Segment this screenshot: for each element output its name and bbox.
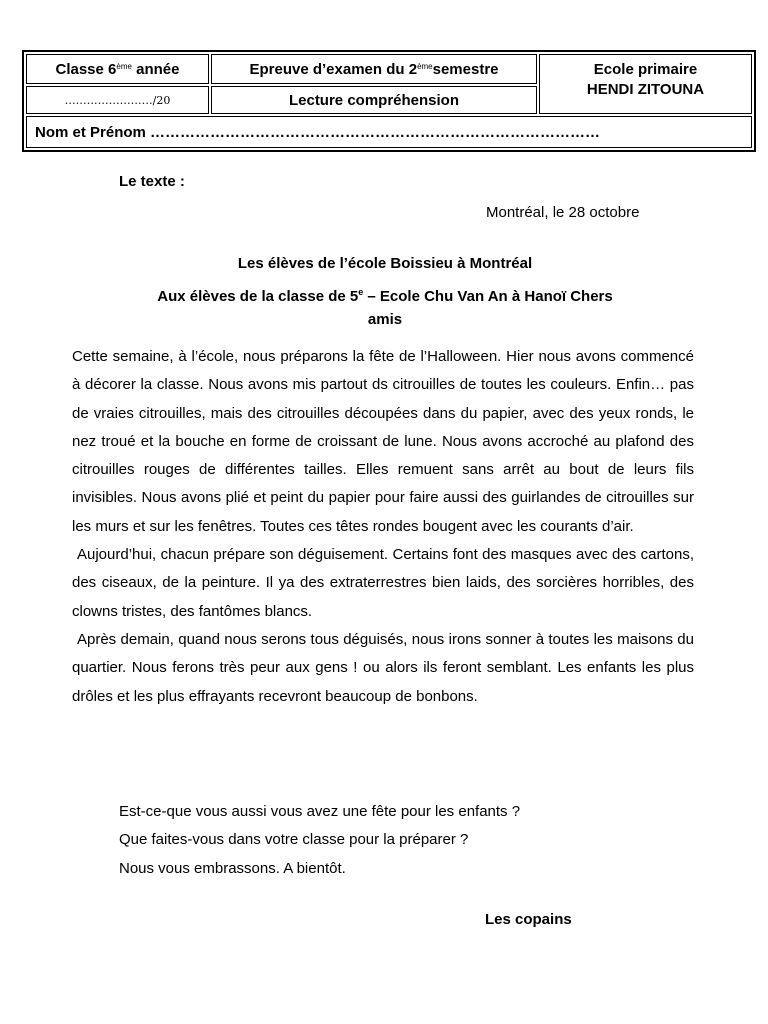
letter-body <box>72 343 694 711</box>
score-field: ……………………/20 <box>64 93 171 107</box>
title-line-2-prefix: Aux élèves de la classe de 5 <box>157 288 359 305</box>
title-line-1: Les élèves de l’école Boissieu à Montréal <box>237 255 533 272</box>
title-line-2-suffix: – Ecole Chu Van An à Hanoï Chers <box>363 288 613 305</box>
closing-line-1: Est-ce-que vous aussi vous avez une fête pour les enfants ? <box>119 803 521 820</box>
title-line-2-sup: e <box>358 287 364 297</box>
letter-title <box>72 254 698 338</box>
class-suffix: année <box>131 60 180 78</box>
paragraph-3: Après demain, quand nous serons tous déguisés, nous irons sonner à toutes les maisons du quartier. Nous ferons très peur aux gens ! ou alors ils feront semblant. Les enfants les plus drôles et les plus effrayants recevront beaucoup de bonbons. <box>72 630 694 705</box>
paragraph-1: Cette semaine, à l’école, nous préparons la fête de l’Halloween. Hier nous avons commencé à décorer la classe. Nous avons mis partout ds citrouilles de toutes les couleurs. Enfin… pas de vraies citrouilles, mais des citrouilles découpées dans du papier, avec des yeux ronds, le nez troué et la bouche en forme de croissant de lune. Nous avons accroché au plafond des citrouilles rouges de différentes tailles. Elles remuent sans arrêt au bout de leurs fils invisibles. Nous avons plié et peint du papier pour faire aussi des guirlandes de citrouilles sur les murs et sur les fenêtres. Toutes ces têtes rondes bougent avec les courants d’air. <box>72 348 694 535</box>
letter-date: Montréal, le 28 octobre <box>486 204 640 221</box>
subject-label: Lecture compréhension <box>288 91 460 109</box>
name-cell <box>26 116 752 148</box>
subject-cell <box>211 86 537 114</box>
school-line-2: HENDI ZITOUNA <box>586 81 705 98</box>
closing-line-2: Que faites-vous dans votre classe pour la préparer ? <box>119 831 469 849</box>
closing-line-3: Nous vous embrassons. A bientôt. <box>119 859 346 877</box>
title-line-3: amis <box>367 311 403 328</box>
text-label: Le texte : <box>119 173 185 190</box>
paragraph-2: Aujourd’hui, chacun prépare son déguisement. Certains font des masques avec des cartons, des ciseaux, de la peinture. Il ya des extraterrestres bien laids, des sorcières horribles, des clowns tristes, des fantômes blancs. <box>72 546 694 620</box>
name-label: Nom et Prénom ……………………………………………………………………………… <box>35 123 601 141</box>
score-cell <box>26 86 209 114</box>
exam-header-table <box>22 50 756 152</box>
class-cell <box>26 54 209 84</box>
letter-signature: Les copains <box>485 911 572 928</box>
exam-prefix: Epreuve d’examen du 2 <box>249 60 418 78</box>
class-prefix: Classe 6 <box>55 60 117 78</box>
letter-closing <box>119 798 520 883</box>
title-line-2 <box>72 282 698 310</box>
school-line-1: Ecole primaire <box>593 61 698 78</box>
school-cell <box>539 54 752 114</box>
class-sup: ème <box>116 61 132 71</box>
exam-sup: ème <box>417 61 433 71</box>
exam-suffix: semestre <box>432 60 499 78</box>
exam-cell <box>211 54 537 84</box>
